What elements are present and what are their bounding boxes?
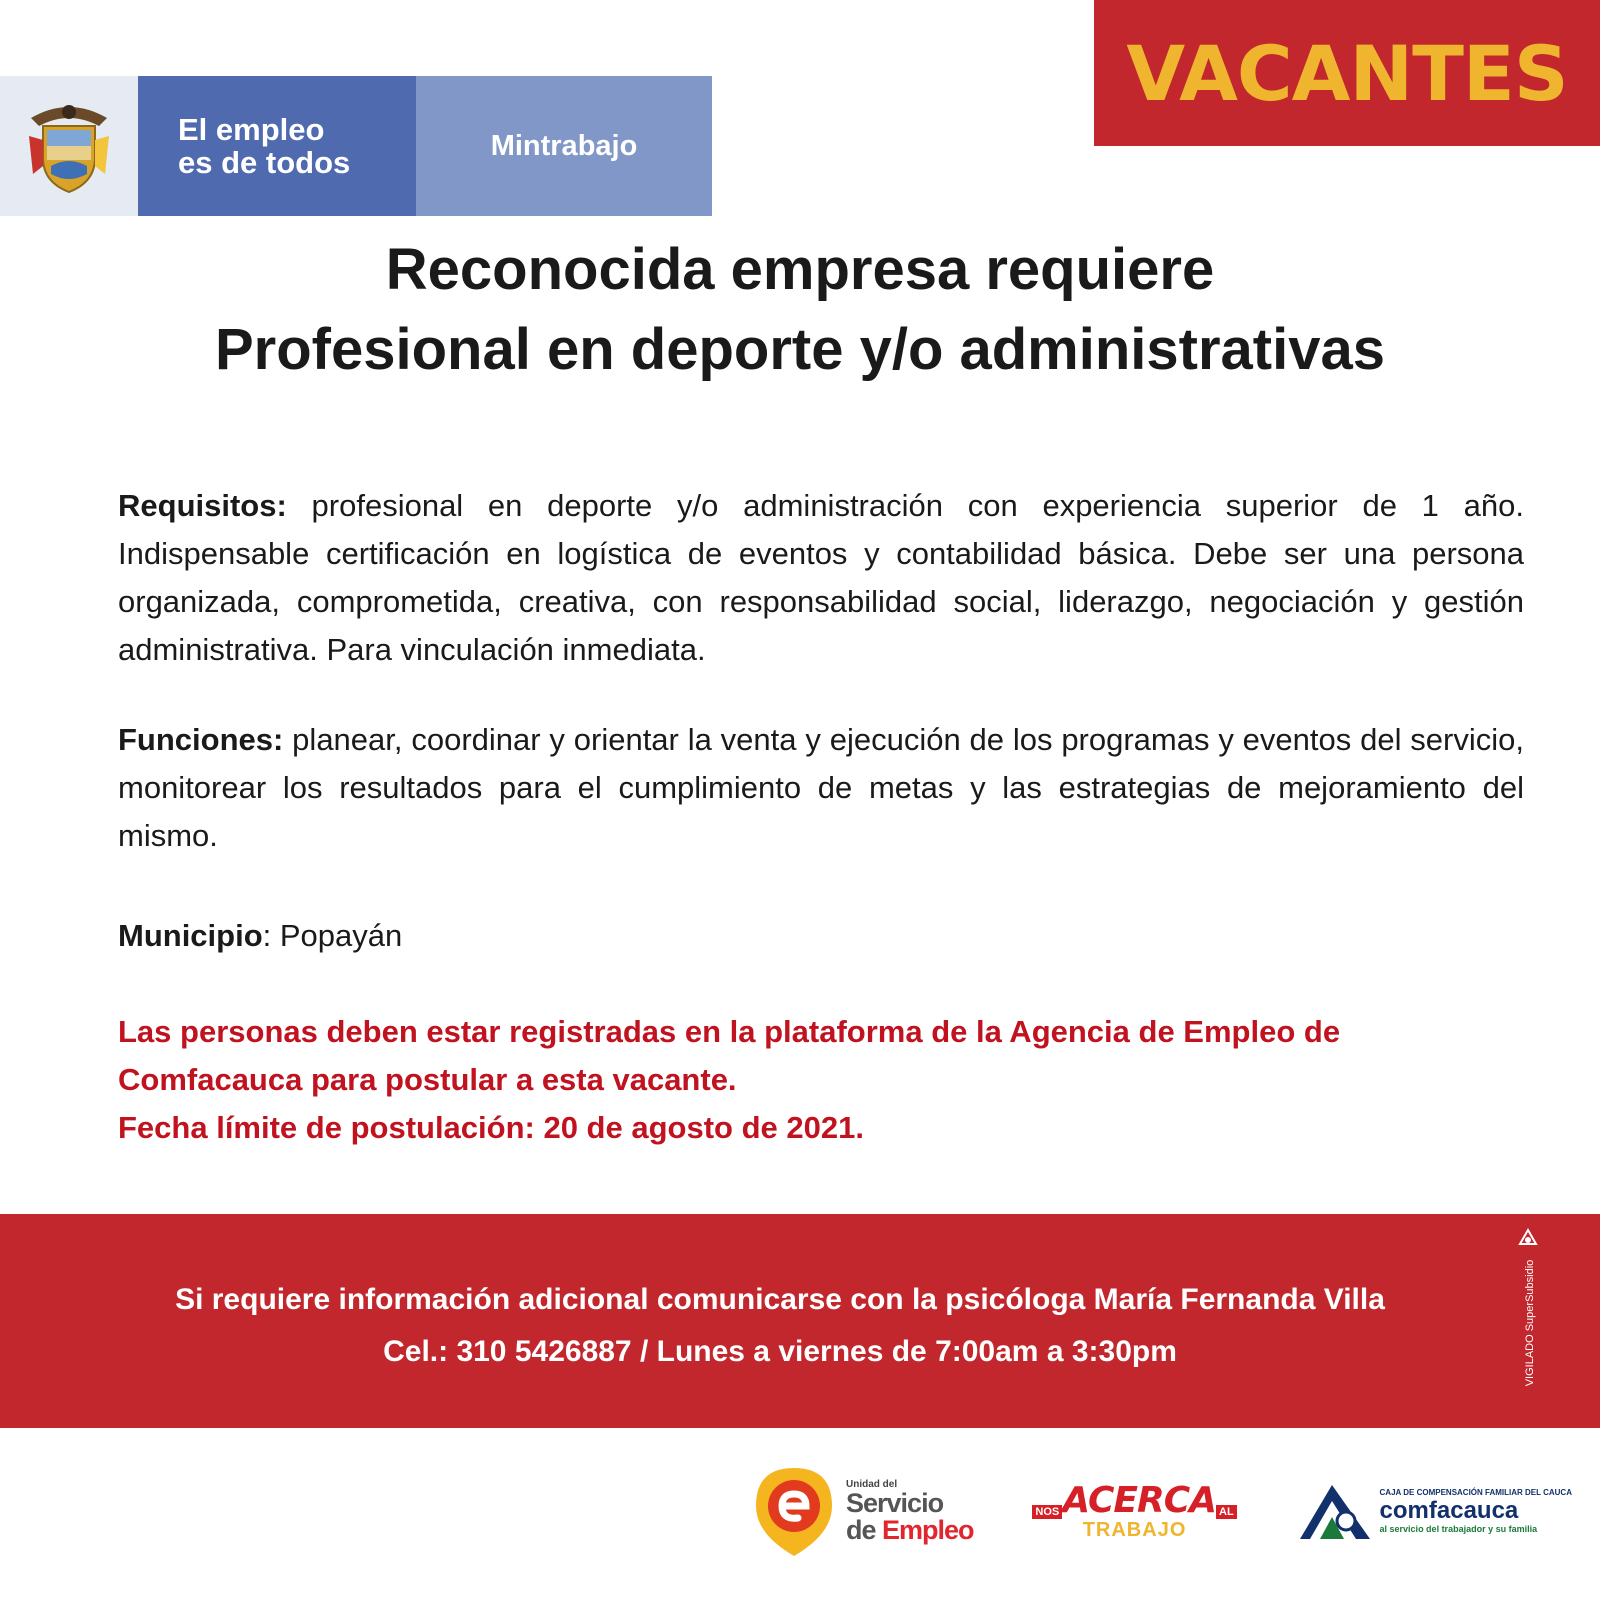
comfacauca-icon (1296, 1481, 1374, 1543)
nos-acerca-logo (1032, 1479, 1236, 1542)
contact-line-2: Cel.: 310 5426887 / Lunes a viernes de 7:00am a 3:30pm (383, 1335, 1177, 1368)
acerca-main: ACERCA (1062, 1479, 1217, 1521)
registration-notice (118, 1008, 1528, 1152)
government-bar (0, 76, 712, 216)
acerca-trabajo: TRABAJO (1082, 1518, 1187, 1541)
municipio-paragraph (118, 912, 1524, 960)
ministry-text: Mintrabajo (490, 129, 638, 162)
headline (40, 230, 1560, 390)
comfa-tagline: al servicio del trabajador y su familia (1379, 1523, 1538, 1534)
servicio-de: de (846, 1515, 883, 1545)
funciones-label: Funciones: (118, 722, 284, 757)
comfa-small-text: CAJA DE COMPENSACIÓN FAMILIAR DEL CAUCA (1379, 1488, 1572, 1498)
comfacauca-logo (1296, 1481, 1572, 1543)
notice-deadline: Fecha límite de postulación: 20 de agosto de 2021. (118, 1110, 864, 1145)
contact-footer (0, 1214, 1600, 1428)
ministry-label (416, 76, 712, 216)
vacantes-text: VACANTES (1126, 28, 1568, 118)
servicio-empleo-word: Empleo (882, 1515, 974, 1545)
requisitos-text: profesional en deporte y/o administración con experiencia superior de 1 año. Indispensable certificación en logística de eventos y contabilidad básica. Debe ser una persona organizada, comprometida, creativa, con responsabilidad social, liderazgo, negociación y gestión administrativa. Para vinculación inmediata. (118, 488, 1524, 667)
vigilado-text: VIGILADO SuperSubsidio (1524, 1259, 1536, 1387)
servicio-empleo-logo (752, 1464, 974, 1560)
notice-line-1: Las personas deben estar registradas en la plataforma de la Agencia de Empleo de Comfacauca para postular a esta vacante. (118, 1014, 1341, 1097)
vacantes-banner (1094, 0, 1600, 146)
acerca-nos: NOS (1032, 1505, 1062, 1519)
requisitos-paragraph (118, 482, 1524, 674)
servicio-small-text: Unidad del (846, 1479, 898, 1490)
funciones-paragraph (118, 716, 1524, 860)
servicio-line-1: Servicio (846, 1488, 944, 1518)
servicio-empleo-icon (752, 1464, 836, 1560)
municipio-label: Municipio (118, 918, 263, 953)
slogan (138, 76, 416, 216)
slogan-line-2: es de todos (178, 145, 351, 180)
partner-logos (752, 1452, 1572, 1572)
servicio-line-2 (846, 1517, 974, 1544)
requisitos-label: Requisitos: (118, 488, 287, 523)
vigilado-mark (1510, 1222, 1546, 1422)
comfa-name: comfacauca (1379, 1497, 1519, 1525)
contact-info (20, 1274, 1540, 1378)
contact-line-1: Si requiere información adicional comunicarse con la psicóloga María Fernanda Villa (175, 1283, 1385, 1316)
slogan-line-1: El empleo (178, 112, 325, 147)
headline-line-1: Reconocida empresa requiere (385, 237, 1215, 302)
acerca-al: AL (1216, 1505, 1237, 1519)
headline-line-2: Profesional en deporte y/o administrativas (215, 317, 1385, 382)
funciones-text: planear, coordinar y orientar la venta y ejecución de los programas y eventos del servicio, monitorear los resultados para el cumplimiento de metas y las estrategias de mejoramiento del mismo. (118, 722, 1524, 853)
municipio-text: : Popayán (262, 918, 403, 953)
coat-of-arms-icon (0, 76, 138, 216)
